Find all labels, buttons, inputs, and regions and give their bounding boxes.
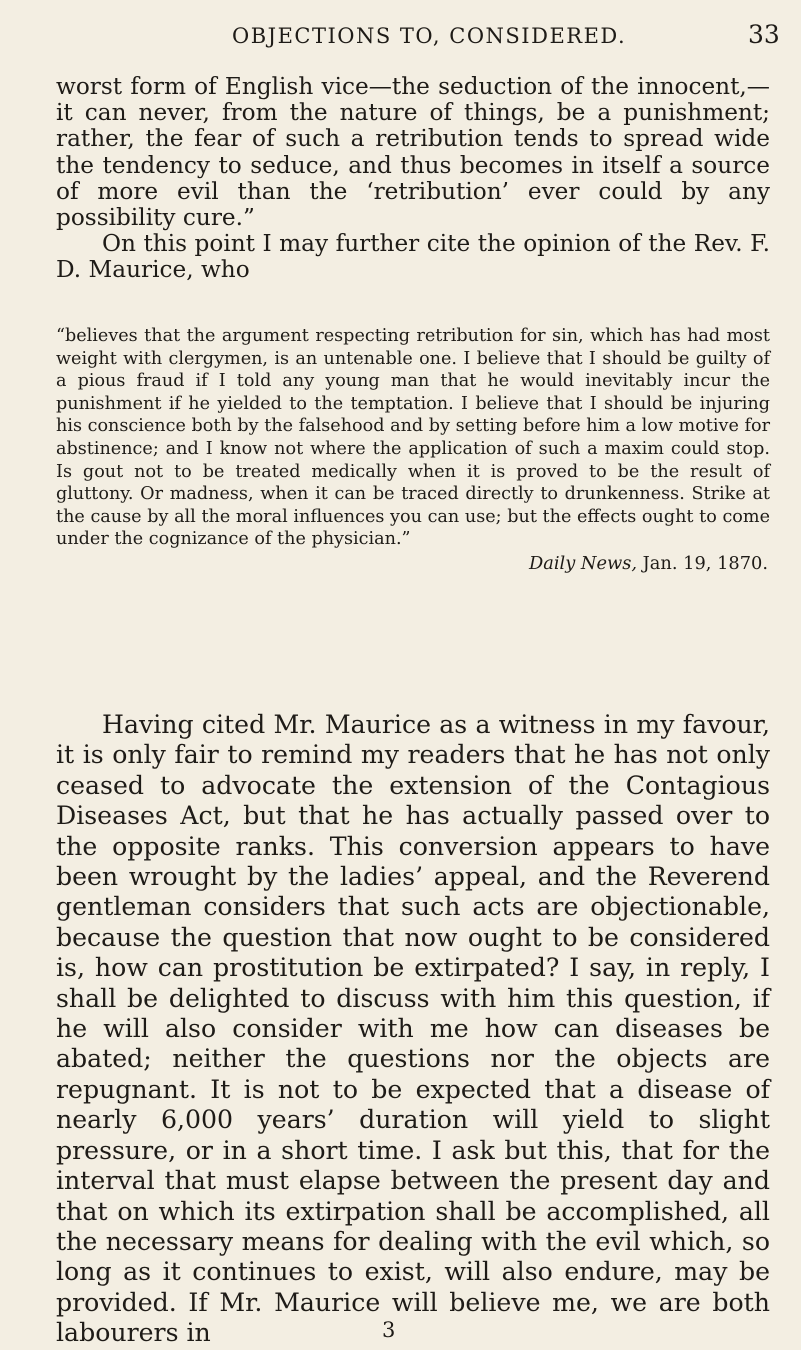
running-head [0,18,801,52]
quote-text: “believes that the argument respecting retribution for sin, which has had most weight with clergymen, is an untenable one. I believe that I should be guilty of a pious fraud if I told any young man that he would inevitably incur the punishment if he yielded to the temptation. I believe that I should be injuring his conscience both by the falsehood and by setting before him a low motive for abstinence; and I know not where the application of such a maxim could stop. Is gout not to be treated medically when it is proved to be the result of gluttony. Or madness, when it can be traced directly to drunkenness. Strike at the cause by all the moral influences you can use; but the effects ought to come under the cognizance of the physician.” [56,326,770,550]
citation-date: Jan. 19, 1870. [642,552,768,574]
page-number: 33 [748,20,780,49]
block-quote [56,325,770,576]
main-text [56,710,770,1349]
citation-source: Daily News, [529,552,638,574]
main-paragraph: Having cited Mr. Maurice as a witness in my favour, it is only fair to remind my readers that he has not only ceased to advocate the extension of the Contagious Diseases Act, but that he has actually passed over to the opposite ranks. This conversion appears to have been wrought by the ladies’ appeal, and the Reverend gentleman considers that such acts are objectionable, because the question that now ought to be considered is, how can prostitution be extirpated? I say, in reply, I shall be delighted to discuss with him this question, if he will also consider with me how can diseases be abated; neither the questions nor the objects are repugnant. It is not to be expected that a disease of nearly 6,000 years’ duration will yield to slight pressure, or in a short time. I ask but this, that for the interval that must elapse between the present day and that on which its extirpation shall be accomplished, all the necessary means for dealing with the evil which, so long as it continues to exist, will also endure, may be provided. If Mr. Maurice will believe me, we are both labourers in [56,710,770,1348]
quote-citation [56,553,770,576]
opening-text [56,74,770,284]
maurice-intro-paragraph: On this point I may further cite the opinion of the Rev. F. D. Maurice, who [56,230,770,284]
running-title: OBJECTIONS TO, CONSIDERED. [232,24,627,48]
opening-paragraph: worst form of English vice—the seduction of the innocent,—it can never, from the nature of things, be a punishment; rather, the fear of such a retribution tends to spread wide the tendency to seduce, and thus becomes in itself a source of more evil than the ‘retribution’ ever could by any possibility cure.” [56,73,770,232]
signature-mark: 3 [382,1318,396,1342]
